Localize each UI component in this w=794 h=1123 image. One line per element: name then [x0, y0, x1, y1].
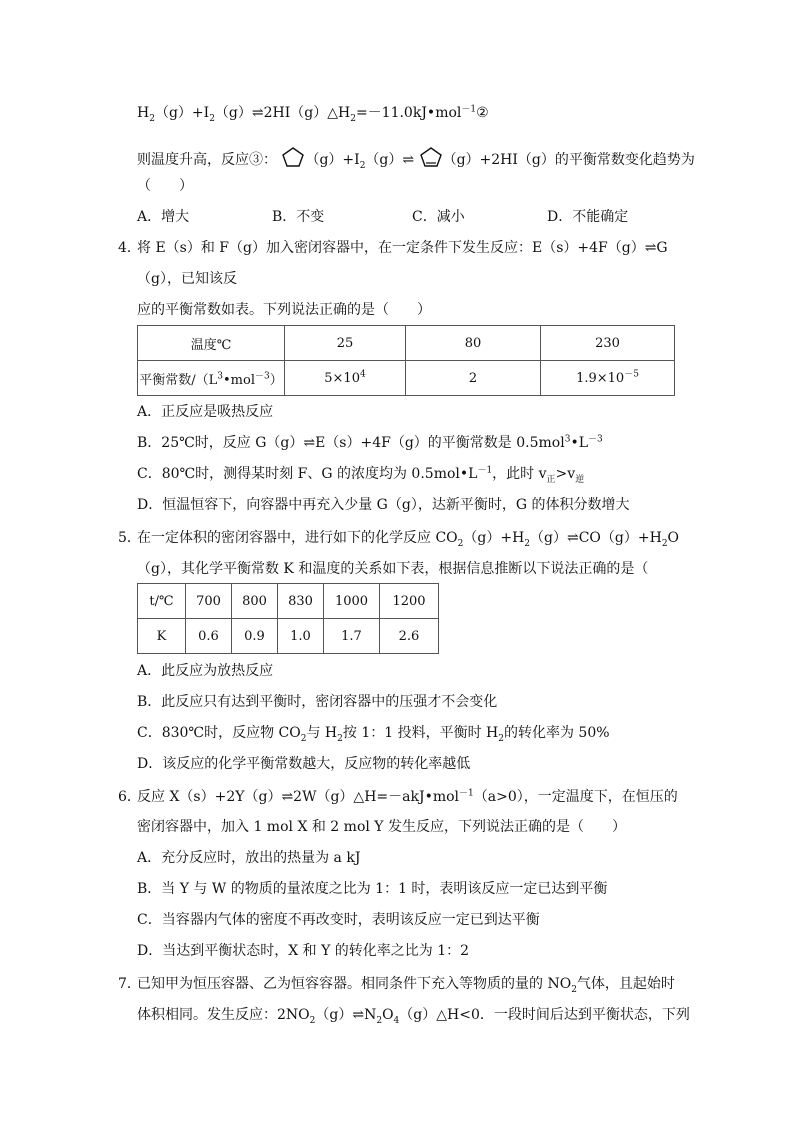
- q6-number: 6．: [118, 789, 141, 805]
- q4-table-cell: 230: [541, 326, 675, 361]
- q5-option-c[interactable]: C．830℃时，反应物 $CO_2$与 $H_2$按 1：1 投料，平衡时 $H_2$的转化率为 50%: [137, 725, 610, 744]
- q5-option-b[interactable]: B．此反应只有达到平衡时，密闭容器中的压强才不会变化: [137, 694, 498, 710]
- q4-stem-2: （g），已知该反: [137, 271, 237, 287]
- q5-stem-1: 在一定体积的密闭容器中，进行如下的化学反应 $CO_2(g)+H_2(g)\rightleftharpoons CO(g)+H_2O$: [137, 530, 680, 549]
- q6-stem-2: 密闭容器中，加入 1 mol X 和 2 mol Y 发生反应，下列说法正确的是（ ）: [137, 819, 626, 835]
- q5-stem-2: （g），其化学平衡常数 K 和温度的关系如下表，根据信息推断以下说法正确的是（: [137, 561, 649, 577]
- q3-option-a[interactable]: A．增大: [137, 209, 190, 225]
- q6-option-c[interactable]: C．当容器内气体的密度不再改变时，表明该反应一定已到达平衡: [137, 912, 540, 928]
- q4-table-cell: 80: [406, 326, 541, 361]
- q5-table-cell: 2.6: [380, 619, 439, 654]
- q5-table-cell: 830: [278, 584, 324, 619]
- q5-table: [137, 583, 439, 654]
- q4-table-cell: $5\times 10^4$: [285, 361, 406, 396]
- q3-option-d[interactable]: D．不能确定: [547, 209, 629, 225]
- q5-table-cell: 0.9: [232, 619, 278, 654]
- q4-table: [137, 325, 675, 396]
- q3-answer-paren: （ ）: [137, 178, 193, 194]
- q7-stem-1: 已知甲为恒压容器、乙为恒容容器。相同条件下充入等物质的量的 $NO_2$气体，且起始时: [137, 976, 675, 995]
- q4-table-cell: $1.9\times 10^{-5}$: [541, 361, 675, 396]
- q5-option-a[interactable]: A．此反应为放热反应: [137, 663, 274, 679]
- cyclopentadiene-icon: [281, 146, 305, 173]
- q3-equation-2: $H_2(g)+I_2(g)\rightleftharpoons 2HI(g)\triangle H_2=-11.0kJ•mol^{-1}②$: [137, 104, 489, 124]
- q4-option-a[interactable]: A．正反应是吸热反应: [137, 404, 274, 420]
- q4-number: 4．: [118, 240, 141, 256]
- q6-option-a[interactable]: A．充分反应时，放出的热量为 a kJ: [137, 850, 361, 866]
- q3-option-b[interactable]: B．不变: [272, 209, 325, 225]
- q5-table-header: t/℃: [138, 584, 186, 619]
- q7-number: 7．: [118, 976, 141, 992]
- q4-table-cell: 2: [406, 361, 541, 396]
- q4-option-d[interactable]: D．恒温恒容下，向容器中再充入少量 G（g），达新平衡时，G 的体积分数增大: [137, 497, 630, 513]
- q3-option-c[interactable]: C．减小: [412, 209, 465, 225]
- q4-table-header: 平衡常数$/(L^3•mol^{-3})$: [138, 361, 285, 396]
- q5-table-cell: 700: [186, 584, 232, 619]
- q5-table-cell: 1.0: [278, 619, 324, 654]
- q5-table-cell: 800: [232, 584, 278, 619]
- q4-table-cell: 25: [285, 326, 406, 361]
- q6-option-b[interactable]: B．当 Y 与 W 的物质的量浓度之比为 1：1 时，表明该反应一定已达到平衡: [137, 881, 608, 897]
- q7-stem-2: 体积相同。发生反应：$2NO_2(g)\rightleftharpoons N_2O_4(g)\triangle H<0$．一段时间后达到平衡状态，下列: [137, 1007, 690, 1026]
- q3-line-2: 则温度升高，反应③： $(g)+I_2(g)\rightleftharpoons$ （g）+2HI（g）的平衡常数变化趋势为: [137, 146, 695, 173]
- q5-table-header: K: [138, 619, 186, 654]
- q5-number: 5．: [118, 530, 141, 546]
- q5-table-cell: 1000: [324, 584, 380, 619]
- q4-option-b[interactable]: B．25℃时，反应 G（g）⇌E（s）+4F（g）的平衡常数是 $0.5mol^3•L^{-3}$: [137, 434, 603, 451]
- q5-table-cell: 1.7: [324, 619, 380, 654]
- cyclopentene-icon: [419, 146, 443, 173]
- q4-table-header: 温度℃: [138, 326, 285, 361]
- q5-option-d[interactable]: D．该反应的化学平衡常数越大，反应物的转化率越低: [137, 756, 471, 772]
- q4-stem-3: 应的平衡常数如表。下列说法正确的是（ ）: [137, 302, 431, 318]
- q5-table-cell: 1200: [380, 584, 439, 619]
- q6-option-d[interactable]: D．当达到平衡状态时，X 和 Y 的转化率之比为 1：2: [137, 943, 470, 959]
- q4-stem-1: 将 E（s）和 F（g）加入密闭容器中，在一定条件下发生反应：E（s）+4F（g）⇌G: [137, 240, 668, 256]
- q6-stem-1: 反应 X（s）+2Y（g）⇌2W（g）△H=－akJ•mol$^{-1}$（a>0），一定温度下，在恒压的: [137, 788, 678, 805]
- q4-option-c[interactable]: C．80℃时，测得某时刻 F、G 的浓度均为 $0.5mol•L^{-1}$，此时 $v_正>v_逆$: [137, 465, 585, 485]
- q5-table-cell: 0.6: [186, 619, 232, 654]
